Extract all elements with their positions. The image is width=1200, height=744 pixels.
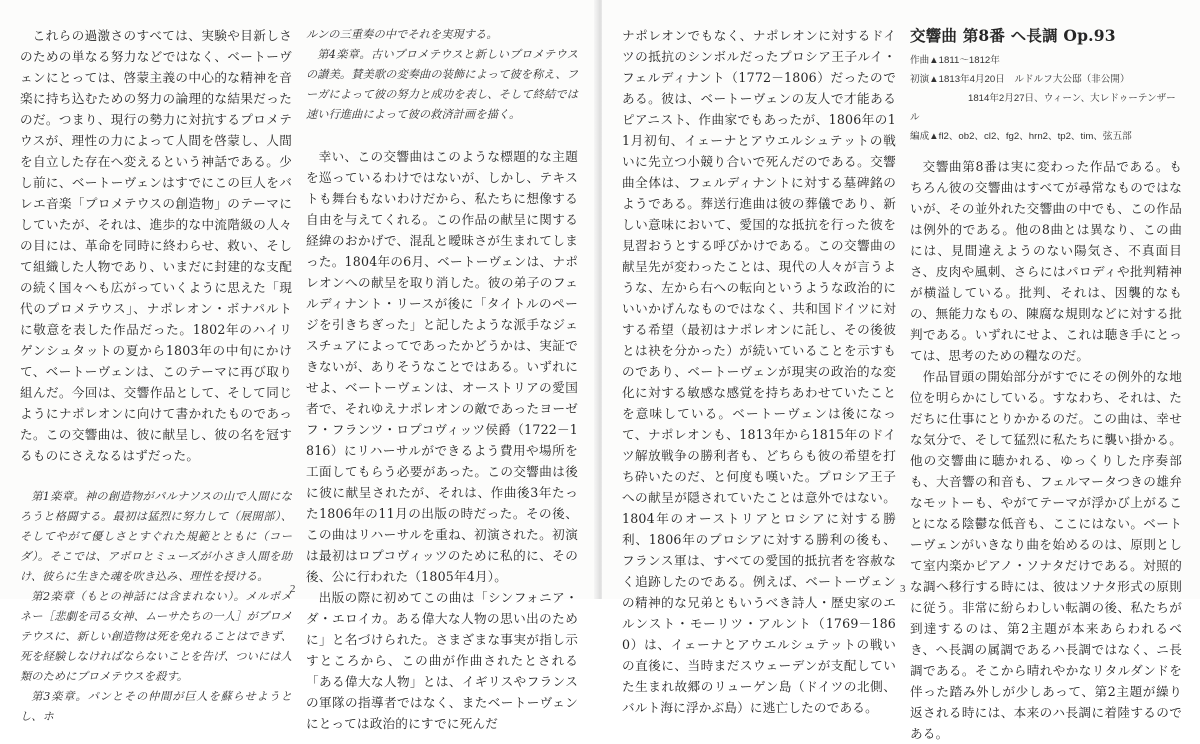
movement-description: 第2楽章（もとの神話には含まれない）。メルポメネー［悲劇を司る女神、ムーサたちの一人］がプロメテウスに、新しい創造物は死を免れることはできず、死を経験しなければならないことを告げ、ついには人類のためにプロメテウスを殺す。 — [20, 590, 292, 683]
movement-description: 第3楽章。パンとその仲間が巨人を蘇らせようとし、ホ — [20, 690, 292, 723]
work-premiere: 初演▲1813年4月20日 ルドルフ大公邸（非公開） — [910, 74, 1130, 85]
work-premiere-public: 1814年2月27日、ウィーン、大レドゥーテンザール — [910, 93, 1176, 123]
body-paragraph: ナポレオンでもなく、ナポレオンに対するドイツの抵抗のシンボルだったプロシア王子ルイ・フェルディナント（1772－1806）だったのである。彼は、ベートーヴェンの友人で才能あるピアニスト、作曲家でもあったが、1806年の11月初旬、イェーナとアウエルシュテットの戦いに先立つ小競り合いで死んだのである。交響曲全体は、フェルディナントに対する墓碑銘のようである。葬送行進曲は彼の葬儀であり、新しい意味において、愛国的な抵抗を行った彼を見習おうとする呼びかけである。この交響曲の献呈先が変わったことは、現代の人々が言うような、左から右への転向というような政治的にいいかげんなものではなく、共和国ドイツに対する希望（最初はナポレオンに託し、その後彼とは袂を分かった）が続いていることを示すものであり、ベートーヴェンが現実の政治的な変化に対する敏感な感覚を持ちあわせていたことを意味している。ベートーヴェンは後になって、ナポレオンも、1813年から1815年のドイツ解放戦争の勝利者も、どちらも彼の希望を打ち砕いたのだ、と何度も嘆いた。プロシア王子への献呈が隠されていたことは意外ではない。1804年のオーストリアとロシアに対する勝利、1806年のプロシアに対する勝利の後も、フランス軍は、すべての愛国的抵抗者を容赦なく追跡したのである。例えば、ベートーヴェンの精神的な兄弟ともいうべき詩人・歴史家のエルンスト・モーリツ・アルント（1769－1860）は、イェーナとアウエルシュテットの戦いの直後に、当時まだスウェーデンが支配していた生まれ故郷のリューゲン島（ドイツの北側、バルト海に浮かぶ島）に逃亡したのである。 — [622, 28, 896, 715]
right-page-column-1 — [622, 25, 896, 718]
left-page-column-1 — [20, 25, 292, 727]
body-paragraph: これらの過激さのすべては、実験や目新しさのための単なる努力などではなく、ベートーヴェンにとっては、啓蒙主義の中心的な精神を音楽に持ち込むための努力の論理的な結果だったのだ。つまり、現行の勢力に対抗するプロメテウスが、理性の力によって人間を啓蒙し、人間を自立した存在へ変えるという神話である。少し前に、ベートーヴェンはすでにこの巨人をバレエ音楽「プロメテウスの創造物」のテーマにしていたが、それは、進歩的な中流階級の人々の目には、革命を同時に終わらせ、救い、そして組織した人物であり、いまだに封建的な支配の続く国々へも広がっていくように思えた「現代のプロメテウス」、ナポレオン・ボナパルトに敬意を表した作品だった。1802年のハイリゲンシュタットの夏から1803年の中旬にかけて、ベートーヴェンは、このテーマに再び取り組んだ。今回は、交響作品として、そして同じようにナポレオンに向けて書かれたものであった。この交響曲は、彼に献呈し、彼の名を冠するものにさえなるはずだった。 — [20, 28, 292, 463]
body-paragraph: 幸い、この交響曲はこのような標題的な主題を巡っているわけではないが、しかし、テキストも舞台もないわけだから、私たちに想像する自由を与えてくれる。この作品の献呈に関する経緯のおかげで、混乱と曖昧さが生まれてしまった。1804年の6月、ベートーヴェンは、ナポレオンへの献呈を取り消した。彼の弟子のフェルディナント・リースが後に「タイトルのページを引きちぎった」と記したような派手なジェスチュアによってであったかどうかは、実証できないが、ありそうなことではある。いずれにせよ、ベートーヴェンは、オーストリアの愛国者で、それゆえナポレオンの敵であったヨーゼフ・フランツ・ロプコヴィッツ侯爵（1722－1816）にリハーサルができるよう費用や場所を工面してもらう必要があった。この交響曲は後に彼に献呈されたが、それは、作曲後3年たった1806年の11月の出版の時だった。その後、この曲はリハーサルを重ね、初演された。初演は最初はロプコヴィッツのために私的に、その後、公に行われた（1805年4月）。 — [306, 149, 578, 584]
work-title: 交響曲 第8番 ヘ長調 Op.93 — [910, 26, 1116, 45]
body-paragraph: 交響曲第8番は実に変わった作品である。もちろん彼の交響曲はすべてが尋常なものではないが、その並外れた交響曲の中でも、この作品は例外的である。他の8曲とは異なり、この曲には、見間違えようのない陽気さ、不真面目さ、皮肉や風刺、さらにはパロディや批判精神が横溢している。批判、それは、因襲的なもの、無能力なもの、陳腐な規則などに対する批判である。いずれにせよ、これは聴き手にとっては、思考のための糧なのだ。 — [910, 159, 1182, 363]
body-paragraph: 作品冒頭の開始部分がすでにその例外的な地位を明らかにしている。すなわち、それは、ただちに仕事にとりかかるのだ。この曲は、幸せな気分で、そして猛烈に私たちに襲い掛かる。他の交響曲に聴かれる、ゆっくりした序奏部も、大音響の和音も、フェルマータつきの雄弁なモットーも、やがてテーマが浮かび上がることになる陰鬱な低音も、ここにはない。ベートーヴェンがいきなり曲を始めるのは、原則として室内楽かピアノ・ソナタだけである。対照的な調へ移行する時には、彼はソナタ形式の原則に従う。非常に紛らわしい転調の後、私たちが到達するのは、第2主題が本来あらわれるべき、ヘ長調の属調であるハ長調ではなく、ニ長調である。そこから晴れやかなリタルダンドを伴った踏み外しが少しあって、第2主題が繰り返される時には、本来のハ長調に着陸するのである。 — [910, 369, 1182, 741]
movement-description: ルンの三重奏の中でそれを実現する。 — [306, 28, 498, 41]
right-page-column-2 — [910, 25, 1182, 744]
page-number: 2 — [290, 583, 296, 595]
right-page — [602, 0, 1200, 741]
left-page — [0, 0, 598, 731]
body-paragraph: 出版の際に初めてこの曲は「シンフォニア・ダ・エロイカ。ある偉大な人物の思い出のために」と名づけられた。さまざまな事実が指し示すところから、この曲が作曲されたとされる「ある偉大な人物」とは、イギリスやフランスの軍隊の指導者ではなく、またベートーヴェンにとっては政治的にすでに死んだ — [306, 590, 578, 731]
left-page-column-2 — [306, 25, 578, 734]
movement-description: 第1楽章。神の創造物がパルナソスの山で人間になろうと格闘する。最初は猛烈に努力して（展開部）、そしてやがて優しさとすぐれた規範とともに（コーダ）。そこでは、アポロとミューズが小さき人間を助け、彼らに生きた魂を吹き込み、理性を授ける。 — [20, 490, 292, 583]
movement-description: 第4楽章。古いプロメテウスと新しいプロメテウスの讃美。賛美歌の変奏曲の装飾によって彼を称え、フーガによって彼の努力と成功を表し、そして終結では速い行進曲によって彼の救済計画を描く。 — [306, 48, 578, 121]
work-scoring: 編成▲fl2、ob2、cl2、fg2、hrn2、tp2、tim、弦五部 — [910, 131, 1132, 142]
page-number: 3 — [900, 583, 906, 595]
work-composed: 作曲▲1811〜1812年 — [910, 55, 1000, 66]
